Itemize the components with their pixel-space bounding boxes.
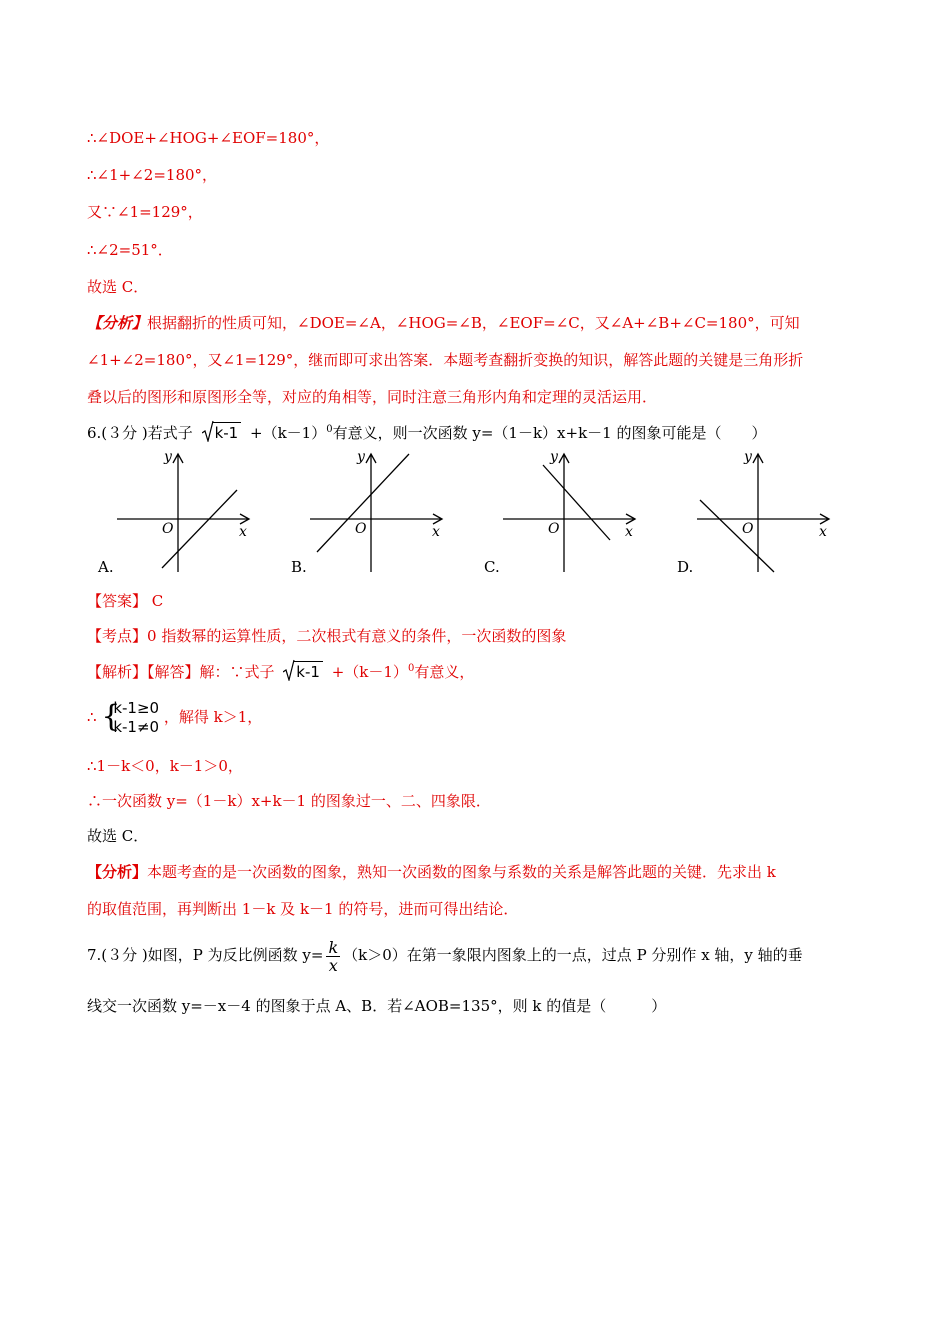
analysis-line: ∠1+∠2=180°，又∠1=129°，继而即可求出答案．本题考查翻折变换的知识，解答此题的关键是三角形折 [87,351,804,369]
inequality-row: k-1≥0 [113,699,160,717]
therefore-symbol: ∴ [87,708,97,726]
x-axis-label: x [819,524,827,540]
exponent: 0 [407,663,415,674]
solution-suffix: 有意义， [414,663,475,681]
solution-line [87,661,474,682]
question-7-suffix: （k＞0）在第一象限内图象上的一点，过点 P 分别作 x 轴，y 轴的垂 [343,946,803,964]
knowledge-point-line [87,626,566,646]
analysis-line [87,313,800,333]
graph-option-c [498,450,643,575]
question-6-prefix: 6.(３分 )若式子 [87,424,193,442]
exponent: 0 [326,424,333,435]
question-6-stem [87,422,766,443]
analysis-text: 本题考查的是一次函数的图象，熟知一次函数的图象与系数的关系是解答此题的关键．先求出 k [147,863,776,881]
radicand: k-1 [213,422,242,443]
question-6-mid: +（k－1） [250,424,327,442]
analysis-line [87,862,776,882]
solution-line: 故选 C． [87,278,149,296]
answer-tag: 【答案】 [87,592,148,610]
graph-option-b [305,450,450,575]
analysis-line: 叠以后的图形和原图形全等，对应的角相等，同时注意三角形内角和定理的灵活运用． [87,388,658,406]
point-tag: 【考点】 [87,627,148,645]
y-axis-label: y [357,450,365,465]
origin-label: O [355,521,367,537]
x-axis-label: x [625,524,633,540]
fraction-denominator: x [328,955,338,975]
fraction [326,939,340,974]
origin-label: O [742,521,754,537]
sqrt-expression [202,422,242,443]
answer-value: C [151,592,164,610]
system-result: ，解得 k＞1， [163,708,263,726]
option-label-b: B. [291,558,307,576]
solution-tag: 【解析】【解答】解：∵式子 [87,663,275,681]
analysis-tag: 【分析】 [87,314,148,332]
answer-line [87,591,163,611]
solution-line: 又∵∠1=129°， [87,203,203,221]
option-label-d: D. [677,558,694,576]
solution-line: ∴1－k＜0，k－1＞0， [87,757,243,775]
radical-sign-icon [202,420,214,442]
x-axis-label: x [239,524,247,540]
solution-mid: +（k－1） [331,663,408,681]
analysis-tag: 【分析】 [87,863,148,881]
point-text: 0 指数幂的运算性质，二次根式有意义的条件，一次函数的图象 [147,627,567,645]
origin-label: O [162,521,174,537]
question-7-stem-line-2: 线交一次函数 y=－x－4 的图象于点 A、B．若∠AOB=135°，则 k 的值是（ ） [87,997,667,1015]
question-6-suffix: 有意义，则一次函数 y=（1－k）x+k－1 的图象可能是（ ） [332,424,767,442]
inequality-system-line [87,697,262,737]
origin-label: O [548,521,560,537]
analysis-text: 根据翻折的性质可知，∠DOE=∠A，∠HOG=∠B，∠EOF=∠C，又∠A+∠B+∠C=180°，可知 [147,314,800,332]
solution-line: ∴一次函数 y=（1－k）x+k－1 的图象过一、二、四象限． [87,792,491,810]
y-axis-label: y [550,450,558,465]
solution-line: ∴∠1+∠2=180°， [87,166,218,184]
inequality-row: k-1≠0 [113,718,160,736]
radical-sign-icon [283,659,295,681]
radicand: k-1 [294,661,323,682]
question-7-prefix: 7.(３分 )如图，P 为反比例函数 y= [87,946,324,964]
solution-line: 故选 C． [87,827,149,845]
graph-option-d [692,450,837,575]
y-axis-label: y [164,450,172,465]
analysis-line: 的取值范围，再判断出 1－k 及 k－1 的符号，进而可得出结论． [87,900,519,918]
option-label-a: A. [98,558,114,576]
fraction-numerator: k [328,937,339,957]
option-label-c: C. [484,558,500,576]
y-axis-label: y [744,450,752,465]
sqrt-expression [283,661,323,682]
brace-icon: { [101,699,121,734]
inequality-system [101,699,159,737]
solution-line: ∴∠2=51°． [87,241,173,259]
graph-option-a [112,450,257,575]
solution-line: ∴∠DOE+∠HOG+∠EOF=180°， [87,129,330,147]
x-axis-label: x [432,524,440,540]
question-7-stem [87,933,803,977]
